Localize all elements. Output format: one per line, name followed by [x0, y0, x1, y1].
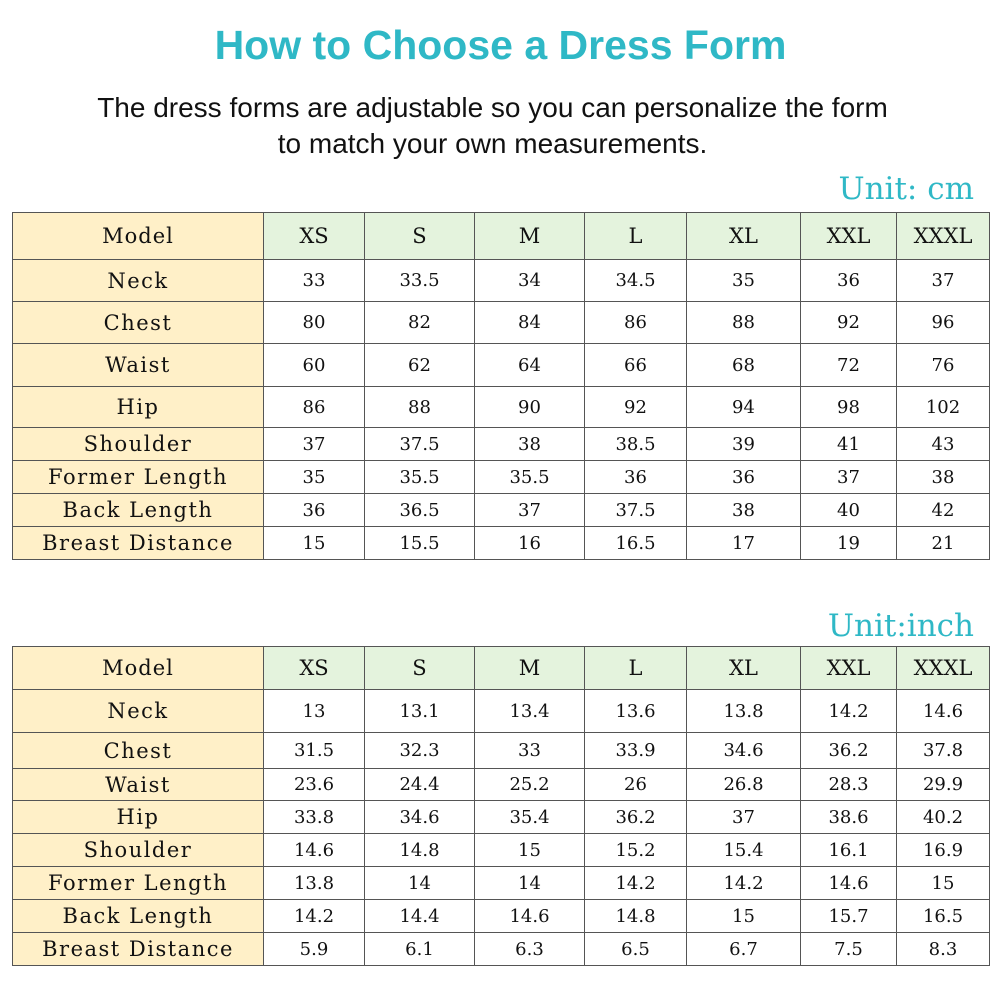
table-row: [13, 344, 990, 387]
size-header-xxxl: XXXL: [897, 647, 990, 690]
table-cell: 102: [897, 387, 990, 428]
table-row: [13, 733, 990, 769]
table-cell: 96: [897, 302, 990, 344]
table-cell: 13.1: [365, 690, 475, 733]
row-label: Breast Distance: [13, 933, 264, 966]
table-row: [13, 428, 990, 461]
table-row: [13, 302, 990, 344]
row-label: Back Length: [13, 900, 264, 933]
table-cell: 37: [687, 801, 801, 834]
table-row: [13, 867, 990, 900]
table-cell: 98: [801, 387, 897, 428]
table-cell: 36: [801, 260, 897, 302]
table-cell: 16.9: [897, 834, 990, 867]
table-cell: 84: [475, 302, 585, 344]
table-cell: 82: [365, 302, 475, 344]
table-cell: 92: [585, 387, 687, 428]
table-cell: 34.6: [365, 801, 475, 834]
table-cell: 16: [475, 527, 585, 560]
table-cell: 76: [897, 344, 990, 387]
size-table-inch: [12, 646, 990, 966]
table-cell: 80: [264, 302, 365, 344]
table-cell: 37.5: [365, 428, 475, 461]
row-label: Former Length: [13, 461, 264, 494]
table-cell: 14.2: [687, 867, 801, 900]
table-cell: 43: [897, 428, 990, 461]
table-cell: 35.4: [475, 801, 585, 834]
table-cell: 14.6: [897, 690, 990, 733]
size-header-xl: XL: [687, 213, 801, 260]
size-header-l: L: [585, 647, 687, 690]
size-header-m: M: [475, 213, 585, 260]
table-cell: 37.8: [897, 733, 990, 769]
table-cell: 33.8: [264, 801, 365, 834]
table-cell: 40: [801, 494, 897, 527]
table-cell: 5.9: [264, 933, 365, 966]
table-cell: 64: [475, 344, 585, 387]
table-cell: 14.2: [801, 690, 897, 733]
row-label: Chest: [13, 302, 264, 344]
table-cell: 13.4: [475, 690, 585, 733]
table-cell: 13.8: [687, 690, 801, 733]
table-cell: 35.5: [365, 461, 475, 494]
row-label: Former Length: [13, 867, 264, 900]
table-cell: 21: [897, 527, 990, 560]
table-row: [13, 461, 990, 494]
table-cell: 6.1: [365, 933, 475, 966]
table-row: [13, 260, 990, 302]
table-cell: 37: [897, 260, 990, 302]
table-cell: 36: [585, 461, 687, 494]
row-label: Waist: [13, 344, 264, 387]
table-cell: 15.5: [365, 527, 475, 560]
unit-label-cm: Unit: cm: [838, 171, 974, 207]
table-cell: 32.3: [365, 733, 475, 769]
table-cell: 38: [897, 461, 990, 494]
table-cell: 38: [475, 428, 585, 461]
table-cell: 26.8: [687, 769, 801, 801]
table-cell: 94: [687, 387, 801, 428]
table-row: [13, 690, 990, 733]
table-cell: 36.2: [801, 733, 897, 769]
subtitle-line-2: to match your own measurements.: [277, 128, 708, 159]
table-row: [13, 801, 990, 834]
table-cell: 15: [897, 867, 990, 900]
size-header-xxl: XXL: [801, 213, 897, 260]
table-cell: 33: [264, 260, 365, 302]
table-cell: 60: [264, 344, 365, 387]
table-cell: 14.2: [585, 867, 687, 900]
table-row: [13, 769, 990, 801]
header-row: [13, 647, 990, 690]
table-cell: 6.3: [475, 933, 585, 966]
table-cell: 42: [897, 494, 990, 527]
size-header-xs: XS: [264, 213, 365, 260]
table-cell: 33.5: [365, 260, 475, 302]
table-cell: 14.6: [264, 834, 365, 867]
size-header-xxxl: XXXL: [897, 213, 990, 260]
table-cell: 14.6: [801, 867, 897, 900]
table-cell: 37: [475, 494, 585, 527]
table-cell: 8.3: [897, 933, 990, 966]
size-table-cm: [12, 212, 990, 560]
table-cell: 86: [585, 302, 687, 344]
table-cell: 23.6: [264, 769, 365, 801]
table-cell: 25.2: [475, 769, 585, 801]
table-row: [13, 527, 990, 560]
table-cell: 40.2: [897, 801, 990, 834]
table-cell: 34.5: [585, 260, 687, 302]
table-row: [13, 933, 990, 966]
page-title: How to Choose a Dress Form: [214, 22, 787, 68]
table-cell: 13.6: [585, 690, 687, 733]
size-header-s: S: [365, 647, 475, 690]
unit-label-inch: Unit:inch: [827, 608, 974, 644]
table-cell: 14.8: [365, 834, 475, 867]
table-cell: 14.8: [585, 900, 687, 933]
table-cell: 13: [264, 690, 365, 733]
table-row: [13, 387, 990, 428]
subtitle-line-1: The dress forms are adjustable so you can personalize the form: [97, 92, 888, 123]
table-cell: 16.5: [585, 527, 687, 560]
table-cell: 36.2: [585, 801, 687, 834]
table-cell: 14.2: [264, 900, 365, 933]
table-cell: 39: [687, 428, 801, 461]
table-cell: 35.5: [475, 461, 585, 494]
table-cell: 13.8: [264, 867, 365, 900]
table-cell: 37.5: [585, 494, 687, 527]
row-label: Hip: [13, 387, 264, 428]
table-cell: 14.4: [365, 900, 475, 933]
table-cell: 38.6: [801, 801, 897, 834]
size-header-m: M: [475, 647, 585, 690]
table-cell: 86: [264, 387, 365, 428]
table-cell: 88: [687, 302, 801, 344]
row-label: Neck: [13, 260, 264, 302]
table-cell: 38: [687, 494, 801, 527]
table-cell: 14: [475, 867, 585, 900]
table-cell: 33.9: [585, 733, 687, 769]
table-cell: 34.6: [687, 733, 801, 769]
row-label: Back Length: [13, 494, 264, 527]
subtitle: [0, 90, 985, 162]
table-cell: 38.5: [585, 428, 687, 461]
size-header-l: L: [585, 213, 687, 260]
table-cell: 6.5: [585, 933, 687, 966]
table-cell: 16.5: [897, 900, 990, 933]
size-header-xxl: XXL: [801, 647, 897, 690]
table-cell: 15: [687, 900, 801, 933]
table-cell: 14: [365, 867, 475, 900]
header-row: [13, 213, 990, 260]
table-cell: 34: [475, 260, 585, 302]
table-cell: 15: [475, 834, 585, 867]
table-cell: 31.5: [264, 733, 365, 769]
table-cell: 16.1: [801, 834, 897, 867]
row-label: Shoulder: [13, 834, 264, 867]
table-row: [13, 900, 990, 933]
table-cell: 7.5: [801, 933, 897, 966]
table-cell: 92: [801, 302, 897, 344]
row-label: Shoulder: [13, 428, 264, 461]
table-cell: 19: [801, 527, 897, 560]
table-cell: 15.2: [585, 834, 687, 867]
table-cell: 37: [264, 428, 365, 461]
table-cell: 24.4: [365, 769, 475, 801]
row-label: Hip: [13, 801, 264, 834]
table-cell: 14.6: [475, 900, 585, 933]
table-cell: 35: [264, 461, 365, 494]
table-cell: 90: [475, 387, 585, 428]
row-label: Breast Distance: [13, 527, 264, 560]
table-cell: 36.5: [365, 494, 475, 527]
table-cell: 33: [475, 733, 585, 769]
table-cell: 37: [801, 461, 897, 494]
model-header: Model: [13, 647, 264, 690]
size-header-xs: XS: [264, 647, 365, 690]
table-cell: 17: [687, 527, 801, 560]
table-cell: 36: [264, 494, 365, 527]
model-header: Model: [13, 213, 264, 260]
table-row: [13, 494, 990, 527]
table-cell: 28.3: [801, 769, 897, 801]
table-cell: 15.4: [687, 834, 801, 867]
row-label: Chest: [13, 733, 264, 769]
table-cell: 6.7: [687, 933, 801, 966]
table-cell: 26: [585, 769, 687, 801]
table-cell: 36: [687, 461, 801, 494]
table-cell: 72: [801, 344, 897, 387]
size-header-xl: XL: [687, 647, 801, 690]
table-cell: 29.9: [897, 769, 990, 801]
table-cell: 15.7: [801, 900, 897, 933]
table-cell: 35: [687, 260, 801, 302]
table-cell: 62: [365, 344, 475, 387]
table-cell: 15: [264, 527, 365, 560]
row-label: Waist: [13, 769, 264, 801]
row-label: Neck: [13, 690, 264, 733]
table-row: [13, 834, 990, 867]
table-cell: 66: [585, 344, 687, 387]
size-header-s: S: [365, 213, 475, 260]
table-cell: 88: [365, 387, 475, 428]
table-cell: 41: [801, 428, 897, 461]
table-cell: 68: [687, 344, 801, 387]
